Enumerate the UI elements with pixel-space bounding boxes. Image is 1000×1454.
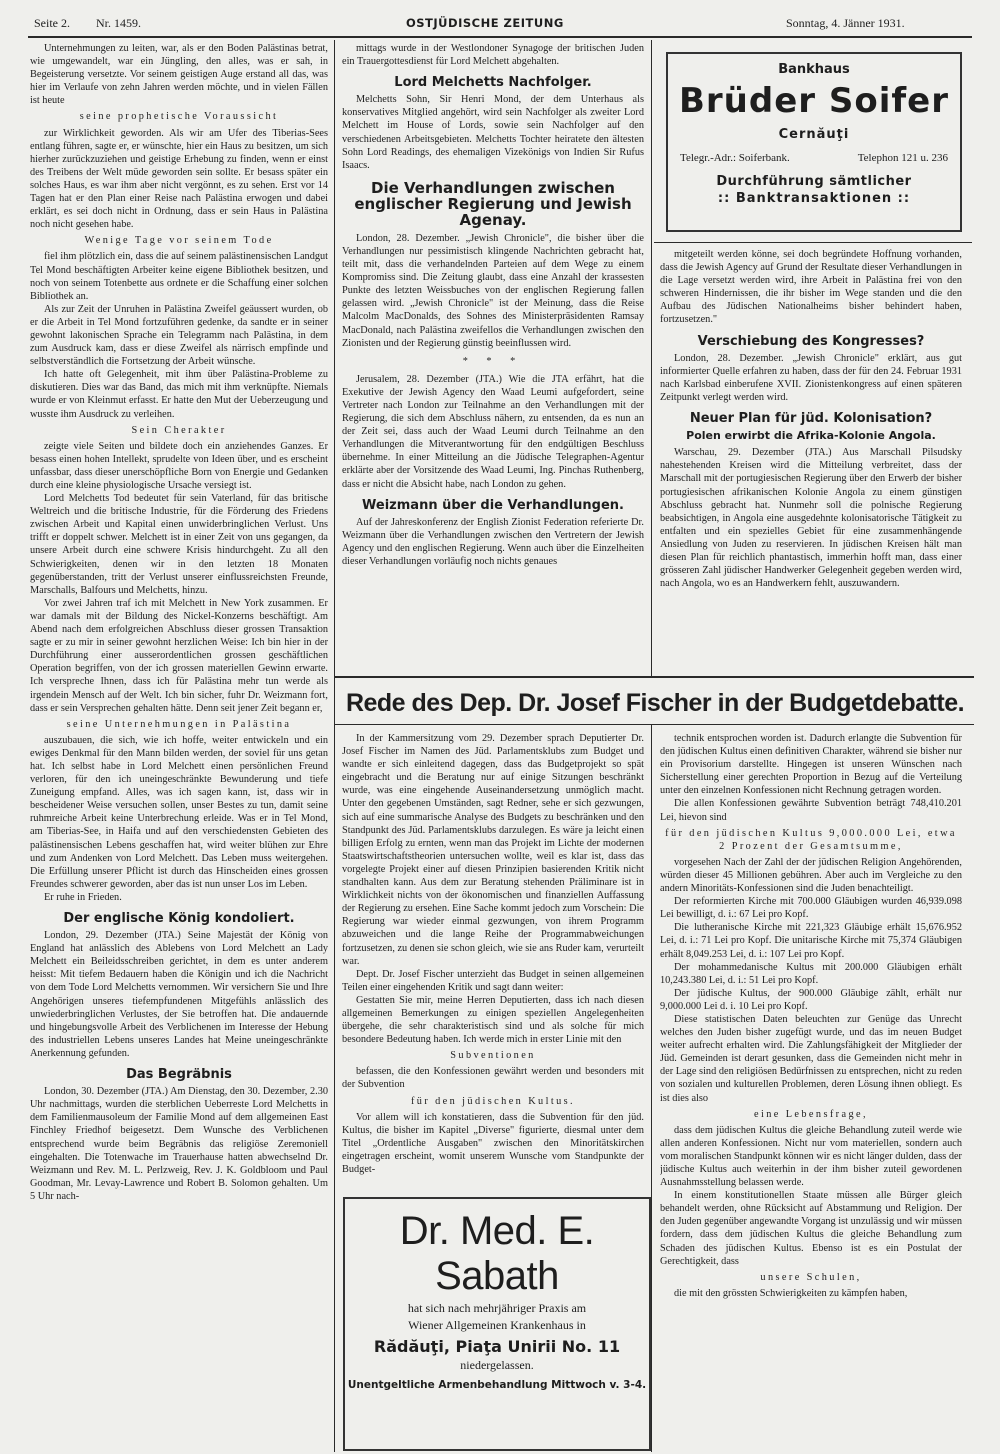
spaced-subhead: für den jüdischen Kultus. — [410, 1095, 576, 1107]
column-2 — [342, 42, 644, 672]
article-paragraph: Der reformierten Kirche mit 700.000 Gläubigen wurden 46,939.098 Lei bewilligt, d. i.: 67 Lei pro Kopf. — [660, 896, 962, 921]
article-paragraph: Warschau, 29. Dezember (JTA.) Aus Marschall Pilsudsky nahestehenden Kreisen wird die Mitteilung verbreitet, dass der Marschall mit der portugiesischen Regierung über den Erwerb der bisher portugiesischen afrikanischen Kolonie Angola zu einem günstigen Abschluss gebracht hat. Nunmehr soll die polnische Regierung beabsichtigen, in Angola eine ausgedehnte kolonisatorische Tätigkeit zu entfalten und ein spezielles Gebiet für eine zusammenhängende Ansiedlung von Juden zu reservieren. In jüdischen Kreisen hält man diesen Plan für reichlich phantastisch, immerhin hofft man, dass einer grösseren Zahl jüdischer Handwerker Gelegenheit gegeben werden wird, nach Angola, wo es an Handwerkern fehlt, auszuwandern. — [660, 447, 962, 590]
article-paragraph: Dept. Dr. Josef Fischer unterzieht das Budget in seinen allgemeinen Teilen einer eingehenden Kritik und sagt dann weiter: — [342, 968, 644, 993]
headline-weizmann: Weizmann über die Verhandlungen. — [362, 497, 624, 513]
article-paragraph: Gestatten Sie mir, meine Herren Deputierten, dass ich nach diesen allgemeinen Bemerkungen zu einigen speziellen Angelegenheiten übergehe, die sehr charakteristisch sind und als solche für mich besondere Bedeutung haben. Ich werde mich in erster Linie mit den — [342, 994, 644, 1046]
article-paragraph: mittags wurde in der Westlondoner Synagoge der britischen Juden ein Trauergottesdienst für Lord Melchett abgehalten. — [342, 43, 644, 68]
headline-successor: Lord Melchetts Nachfolger. — [394, 75, 592, 91]
article-paragraph: Als zur Zeit der Unruhen in Palästina Zweifel geäussert wurden, ob er die Arbeit in Tel Mond fortzuführen gedenke, da sandte er in seiner gewohnt lakonischen Sprache ein Telegramm nach Palästina, in dem zum Ausdruck kam, dass er diese Zweifel als närrisch empfinde und selbstverständlich die Fortsetzung der Arbeit wünsche. — [30, 303, 328, 368]
spaced-subhead: Sein Cherakter — [131, 424, 227, 436]
spaced-subhead: eine Lebensfrage, — [754, 1108, 868, 1120]
article-paragraph: befassen, die den Konfessionen gewährt werden und besonders mit der Subvention — [342, 1066, 644, 1091]
column-rule-1 — [334, 40, 335, 676]
article-paragraph: Der jüdische Kultus, der 900.000 Gläubige zählt, erhält nur 9,000.000 Lei d. i. 10 Lei pro Kopf. — [660, 987, 962, 1012]
ad-phone: Telephon 121 u. 236 — [857, 152, 948, 164]
speech-banner-headline: Rede des Dep. Dr. Josef Fischer in der Budgetdebatte. — [345, 689, 965, 717]
ad-doctor-name: Dr. Med. E. Sabath — [399, 1209, 595, 1298]
article-paragraph: Auf der Jahreskonferenz der English Zionist Federation referierte Dr. Weizmann über die Verhandlungen zwischen den Vertretern der Jewish Agency und den englischen Regierung. Wenn auch über die Einzelheiten dieser Verhandlungen vorläufig noch nichts genaues — [342, 516, 644, 567]
article-paragraph: Melchetts Sohn, Sir Henri Mond, der dem Unterhaus als konservatives Mitglied angehört, wird sein Nachfolger als zweiter Lord Melchett im House of Lords, sowie sein Nachfolger auf den verschiedenen Arbeitsgebieten. Melchetts Tochter heiratete den ältesten Sohn Lord Readings, des ehemaligen Vizekönigs von Indien Sir Rufus Isaacs. — [342, 94, 644, 171]
ad-doctor-line: hat sich nach mehrjähriger Praxis am — [407, 1301, 587, 1315]
section-divider: * * * — [462, 355, 524, 367]
spaced-subhead: seine prophetische Voraussicht — [79, 111, 279, 123]
article-paragraph: Die allen Konfessionen gewährte Subvention beträgt 748,410.201 Lei, hievon sind — [660, 798, 962, 823]
header-rule — [28, 36, 972, 38]
article-paragraph: Vor zwei Jahren traf ich mit Melchett in New York zusammen. Er war damals mit der Bildung des Nickel-Konzerns beschäftigt. Am Abend nach dem erfolgreichen Abschluss dieser grossen Transaktion sagte er zu mir in seiner gewohnt herzlichen Weise: Ich bin hier in der Durchführung einer ausserordentlichen grossen geschäftlichen Operation begriffen, von der ich grossen materiellen Gewinn erwarte. Ich verspreche Ihnen, dass ich für Palästina mehr tun werde als irgendein Mensch auf der Welt. Ich bin sicher, fuhr Dr. Weizmann fort, dass er sein Versprechen gehalten hätte. Denn seit jener Zeit begann er, — [30, 597, 328, 714]
issue-date: Sonntag, 4. Jänner 1931. — [786, 16, 905, 30]
article-paragraph: London, 30. Dezember (JTA.) Am Dienstag, den 30. Dezember, 2.30 Uhr nachmittags, wurden die sterblichen Ueberreste Lord Melchetts in dem Familienmausoleum der Familie Mond auf dem allgemeinen East Finchley Friedhof beigesetzt. Dem Wunsche des Verblichenen entsprechend wurde beim Begräbnis das religiöse Zeremoniell eingehalten. Die Totenwache im Trauerhause hatten abwechselnd Dr. Weizmann und Rev. M. L. Perlzweig, Rev. J. K. Goldbloom und Paul Goodman, Mr. Levay-Lawrence und Robert B. Solomon gehalten. Um 5 Uhr nach- — [30, 1086, 328, 1202]
ad-bank-city: Cernăuţi — [778, 127, 850, 142]
article-paragraph: vorgesehen Nach der Zahl der der jüdischen Religion Angehörenden, würden dieser 45 Millionen gebühren. Aber auch im Vergleiche zu den andern Minoritäts-Konfessionen sind die Juden benachteiligt. — [660, 856, 962, 895]
column-rule-4 — [651, 725, 652, 1452]
ad-bankhaus: Bankhaus — [778, 62, 850, 77]
ad-services-line: Durchführung sämtlicher — [716, 174, 912, 189]
article-paragraph: Lord Melchetts Tod bedeutet für sein Vaterland, für das britische Weltreich und die britische Industrie, für die Förderung des Friedens zwischen Arbeit und Kapital einen unwiderbringlichen Verlust. Uns trifft er doppelt schwer. Melchett ist in einer Zeit von uns gegangen, da unsere Arbeit durch eine schwere Krisis hindurchgeht. Zu all den Schwierigkeiten, denen wir in den letzten 18 Monaten gegenüberstanden, tritt der Verlust unserer einflussreichsten Freunde, Marschalls, Balfours und Melchetts, hinzu. — [30, 493, 328, 596]
article-paragraph: Ich hatte oft Gelegenheit, mit ihm über Palästina-Probleme zu diskutieren. Dies war das Band, das mich mit ihm verknüpfte. Niemals wurde er von Kleinmut erfasst. Er hatte den Mut der Ueberzeugung und wusste ihm Ausdruck zu verleihen. — [30, 369, 328, 420]
article-paragraph: Die lutheranische Kirche mit 221,323 Gläubige erhält 15,676.952 Lei, d. i.: 71 Lei pro Kopf. Die unitarische Kirche mit 75,374 Gläubigen erhält 8,049.253 Lei, d. i.: 107 Lei pro Kopf. — [660, 922, 962, 960]
article-paragraph: mitgeteilt werden könne, sei doch begründete Hoffnung vorhanden, dass die Jewish Agency auf Grund der Resultate dieser Verhandlungen in die Lage versetzt werden wird, ihre Arbeit in Palästina frei von den schweren Hindernissen, die ihr bisher im Wege standen und die den Aufbau des Jüdischen Nationalheims bisher behindert haben, fortzusetzen." — [660, 249, 962, 326]
ad-doctor-address: Rădăuţi, Piaţa Unirii No. 11 — [373, 1337, 621, 1356]
article-paragraph: zeigte viele Seiten und bildete doch ein anziehendes Ganzes. Er besass einen hohen Intellekt, sprudelte von Ideen über, und es erscheint unfassbar, dass dieser unerschöpfliche Born von Energie und Gedanken durch eine kleine physiologische Ursache versiegt ist. — [30, 440, 328, 491]
headline-funeral: Das Begräbnis — [126, 1067, 232, 1083]
spaced-subhead: für den jüdischen Kultus 9,000.000 Lei, etwa 2 Prozent der Gesamtsumme, — [665, 827, 957, 852]
column-rule-3 — [334, 676, 335, 1452]
headline-colonisation: Neuer Plan für jüd. Kolonisation? — [689, 411, 933, 427]
article-paragraph: Er ruhe in Frieden. — [44, 891, 122, 903]
article-paragraph: zur Wirklichkeit geworden. Als wir am Ufer des Tiberias-Sees entlang führen, sagte er, er wünschte, hier ein Haus zu besitzen, um sich hierher zurückzuziehen und geistige Erhebung zu finden, wenn er einst des Treibens der Welt müde geworden sein sollte. Er besass später ein solches Haus, es war ihm aber nicht vergönnt, es zu sehen. Erst vor 14 Tagen hat er den Plan einer Reise nach Palästina erwogen und dabei erklärt, es sei doch nicht in Ordnung, dass er sein Haus in Palästina noch nicht gesehen habe. — [30, 127, 328, 231]
column-1 — [30, 42, 328, 1450]
column-rule-2 — [651, 40, 652, 676]
article-paragraph: auszubauen, die sich, wie ich hoffe, weiter entwickeln und ein ewiges Denkmal für den Mann bilden werden, der soviel für uns getan hat. Ich selbst habe in Lord Melchett einen persönlichen Freund verloren, für den ich uneingeschränkte Bewunderung und tiefe Zuneigung empfand. Alles, was ich sagen kann, ist, dass wir in bescheidener Weise versuchen sollen, unser Bestes zu tun, damit seine ruhmreiche Arbeit keine Unterbrechung erleide. Was er in Tel Mond, am Tiberias-See, in Haifa und auf den verschiedensten Gebieten des palästinensischen Lebens geschaffen hat, wird weiter blühen zur Ehre und zum Andenken von Lord Melchett. Das Leben muss weitergehen. Die Erfüllung unserer Pflicht ist durch das Hinscheiden eines grossen Freundes schwerer geworden, aber das ist nun unser Los im Leben. — [30, 734, 328, 890]
ad-services-line-2: :: Banktransaktionen :: — [717, 191, 911, 206]
page-number: Seite 2. — [34, 16, 70, 30]
ad-doctor-hours: Unentgeltliche Armenbehandlung Mittwoch v. 3-4. — [347, 1379, 647, 1391]
article-paragraph: Vor allem will ich konstatieren, dass die Subvention für den jüd. Kultus, die bisher im Kapitel „Diverse" figurierte, diesmal unter dem Titel „Ordentliche Ausgaben" zwischen den Minoritätskirchen eingetragen erscheint, womit unserem Wunsche vom Standpunkte der Budget- — [342, 1111, 644, 1175]
article-paragraph: Der mohammedanische Kultus mit 200.000 Gläubigen erhält 10,243.380 Lei, d. i.: 51 Lei pro Kopf. — [660, 961, 962, 986]
article-paragraph: London, 28. Dezember. „Jewish Chronicle", die bisher über die Verhandlungen nur pessimistisch klingende Nachrichten gebracht hat, teilt mit, dass die verhandelnden Parteien auf dem Wege zu einem Kompromiss sind. Die Zeitung glaubt, dass eine Anzahl der krassesten Punkte des letzten Weissbuches von der englischen Regierung fallen gelassen wird. „Jewish Chronicle" ist der Meinung, dass die Reise Malcolm MacDonalds, des Sohnes des Ministerpräsidenten Ramsay MacDonald, nach Palästina zweifellos die Verhandlungen zwischen den Zionisten und der Regierung günstig beeinflussen wird. — [342, 232, 644, 349]
article-paragraph: London, 28. Dezember. „Jewish Chronicle" erklärt, aus gut informierter Quelle erfahren zu haben, dass der für den 24. Februar 1931 nach Karlsbad einberufene XVII. Zionistenkongress auf einen späteren Zeitpunkt verlegt werden wird. — [660, 352, 962, 403]
banner-bottom-rule — [334, 724, 974, 725]
banner-top-rule — [334, 676, 974, 678]
masthead: OSTJÜDISCHE ZEITUNG — [406, 16, 564, 30]
ad-telegram-address: Telegr.-Adr.: Soiferbank. — [680, 152, 790, 164]
ad-doctor-line: Wiener Allgemeinen Krankenhaus in — [408, 1318, 586, 1332]
ad-bottom-rule — [654, 242, 972, 243]
spaced-subhead: Subventionen — [450, 1050, 536, 1062]
headline-king: Der englische König kondoliert. — [63, 911, 295, 926]
speech-column-left — [342, 732, 644, 1192]
ad-bank-name: Brüder Soifer — [678, 81, 949, 121]
article-paragraph: dass dem jüdischen Kultus die gleiche Behandlung zuteil werde wie allen anderen Konfessionen. Nicht nur vom materiellen, sondern auch vom moralischen Standpunkt können wir es nicht länger dulden, dass der jüdische Kultus auch weiterhin in der ihm bisher zuteil gewordenen Ausnahmsstellung belassen werde. — [660, 1124, 962, 1189]
bank-advertisement — [666, 52, 962, 232]
article-paragraph: In der Kammersitzung vom 29. Dezember sprach Deputierter Dr. Josef Fischer im Namen des Jüd. Parlamentsklubs zum Budget und wandte er sich einleitend dagegen, dass das Budgetprojekt so spät eingebracht und die Beratung nur auf einige Sitzungen beschränkt wurde, was eine eingehende Auseinandersetzung unmöglich macht. Unter den gegebenen Umständen, sagt Redner, sehe er sich gezwungen, sich auf eine summarische Analyse des Budgets zu beschränken und den Standpunkt des Jüd. Parlamentsklubs darzulegen. Es wäre ja leicht einen billigen Erfolg zu ernten, wenn man das Projekt im Lichte der modernen Staatswirtschaftstheorien untersuchen wollte, weil es klar ist, dass das vorgelegte Projekt einer auf diesen Prinzipien basierenden Kritik nicht standhalten kann. Aus dem zur Beratung stehenden Präliminare ist in Wirklichkeit nichts von der ökonomischen und finanziellen Auffassung der Regierung zu ersehen. Eine Sache kommt jedoch zum Vorschein: Die Regierung war wieder einmal gezwungen, von ihrem Programm abzuweichen und die lange Reihe der Programmabweichungen fortzusetzen, zu denen sie schon gleich, wie sie ans Ruder kam, verurteilt war. — [342, 733, 644, 967]
doctor-advertisement — [343, 1197, 651, 1451]
article-paragraph: Unternehmungen zu leiten, war, als er den Boden Palästinas betrat, wie umgewandelt, war ein Jüngling, den alles, was er sah, in Begeisterung versetzte. Vor seinem geistigen Auge erstand all das, was hier im Verlaufe von zehn Jahren werden möchte, und in vielen Fällen ist heute — [30, 43, 328, 107]
article-paragraph: Jerusalem, 28. Dezember (JTA.) Wie die JTA erfährt, hat die Exekutive der Jewish Agency den Waad Leumi aufgefordert, seine Vertreter nach London zur Teilnahme an den Verhandlungen mit der Regierung, die sich dem Abschluss nähern, zu entsenden, da es nun an der Zeit sei, dass auch der Waad Leumi durch Teilnahme an den Verhandlungen die Mitverantwortung für den endgültigen Beschluss übernehme. In einer Mitteilung an die Jüdische Telegraphen-Agentur erklärte aber der Vorsitzende des Waad Leumi, Ing. Pinchas Ruthenberg, dass er nicht die Absicht habe, nach London zu gehen. — [342, 373, 644, 490]
page-header — [0, 0, 1000, 40]
subheadline-angola: Polen erwirbt die Afrika-Kolonie Angola. — [686, 429, 936, 443]
ad-doctor-line: niedergelassen. — [460, 1358, 534, 1372]
article-paragraph: London, 29. Dezember (JTA.) Seine Majestät der König von England hat anlässlich des Ablebens von Lord Melchett an Lady Melchett ein Beileidsschreiben gerichtet, in dem es unter anderem heisst: Mit tiefem Bedauern haben die Königin und ich die Nachricht von dem Tode Lord Melchetts vernommen. Wir versichern Sie und Ihre Angehörigen unseres tiefempfundenen Mitgefühls anlässlich des unwiederbringlichen Verlustes, der Sie betroffen hat. Die andauernde und hingebungsvolle Arbeit des Verblichenen im Interesse der Hebung des industriellen Lebens unseres Landes hat Meine uneingeschränkte Anerkennung gefunden. — [30, 930, 328, 1059]
article-paragraph: Diese statistischen Daten beleuchten zur Genüge das Unrecht welches den Juden bisher zugefügt wurde, und das im neuen Budget weiter aufrecht erhalten wird. Die Zahlungsfähigkeit der Mitglieder der Jüd. Gemeinden ist derart gesunken, dass die Gemeinden nicht mehr in der Lage sind den religiösen Bedürfnissen zu entsprechen, nicht zu reden von sozialen und kulturellen Problemen, deren Lösung ihnen obliegt. Es ist dies also — [660, 1013, 962, 1104]
article-paragraph: die mit den grössten Schwierigkeiten zu kämpfen haben, — [674, 1287, 908, 1299]
headline-congress: Verschiebung des Kongresses? — [697, 333, 925, 349]
spaced-subhead: Wenige Tage vor seinem Tode — [84, 235, 274, 247]
headline-negotiations: Die Verhandlungen zwischen englischer Regierung und Jewish Agenay. — [354, 178, 632, 229]
article-paragraph: technik entsprochen worden ist. Dadurch erlangte die Subvention für den jüdischen Kultus einen definitiven Charakter, während sie bisher nur ein Provisorium darstellte. Hingegen ist unseren Wünschen nach Sicherstellung einer gerechten Proportion in Bezug auf die Verteilung unter den einzelnen Konfessionen nicht Rechnung getragen worden. — [660, 733, 962, 797]
column-3 — [660, 248, 962, 674]
article-paragraph: In einem konstitutionellen Staate müssen alle Bürger gleich behandelt werden, ohne Rücksicht auf Abstammung und Religion. Der den Juden gegenüber angewandte Vorgang ist unzulässig und wir müssen fordern, dass dem jüdischen Kultus die gleiche Behandlung zum Schaden des jüdischen Kultus. Ebenso ist es ein Postulat der Gerechtigkeit, dass — [660, 1190, 962, 1267]
spaced-subhead: seine Unternehmungen in Palästina — [66, 718, 292, 730]
speech-column-right — [660, 732, 962, 1448]
issue-number: Nr. 1459. — [96, 16, 141, 30]
article-paragraph: fiel ihm plötzlich ein, dass die auf seinem palästinensischen Landgut Tel Mond beschäftigten Arbeiter keine eigene Bibliothek besitzen, und noch von seinem Totenbette aus ordnete er die Schaffung einer solchen Bibliothek an. — [30, 251, 328, 302]
spaced-subhead: unsere Schulen, — [760, 1271, 862, 1283]
